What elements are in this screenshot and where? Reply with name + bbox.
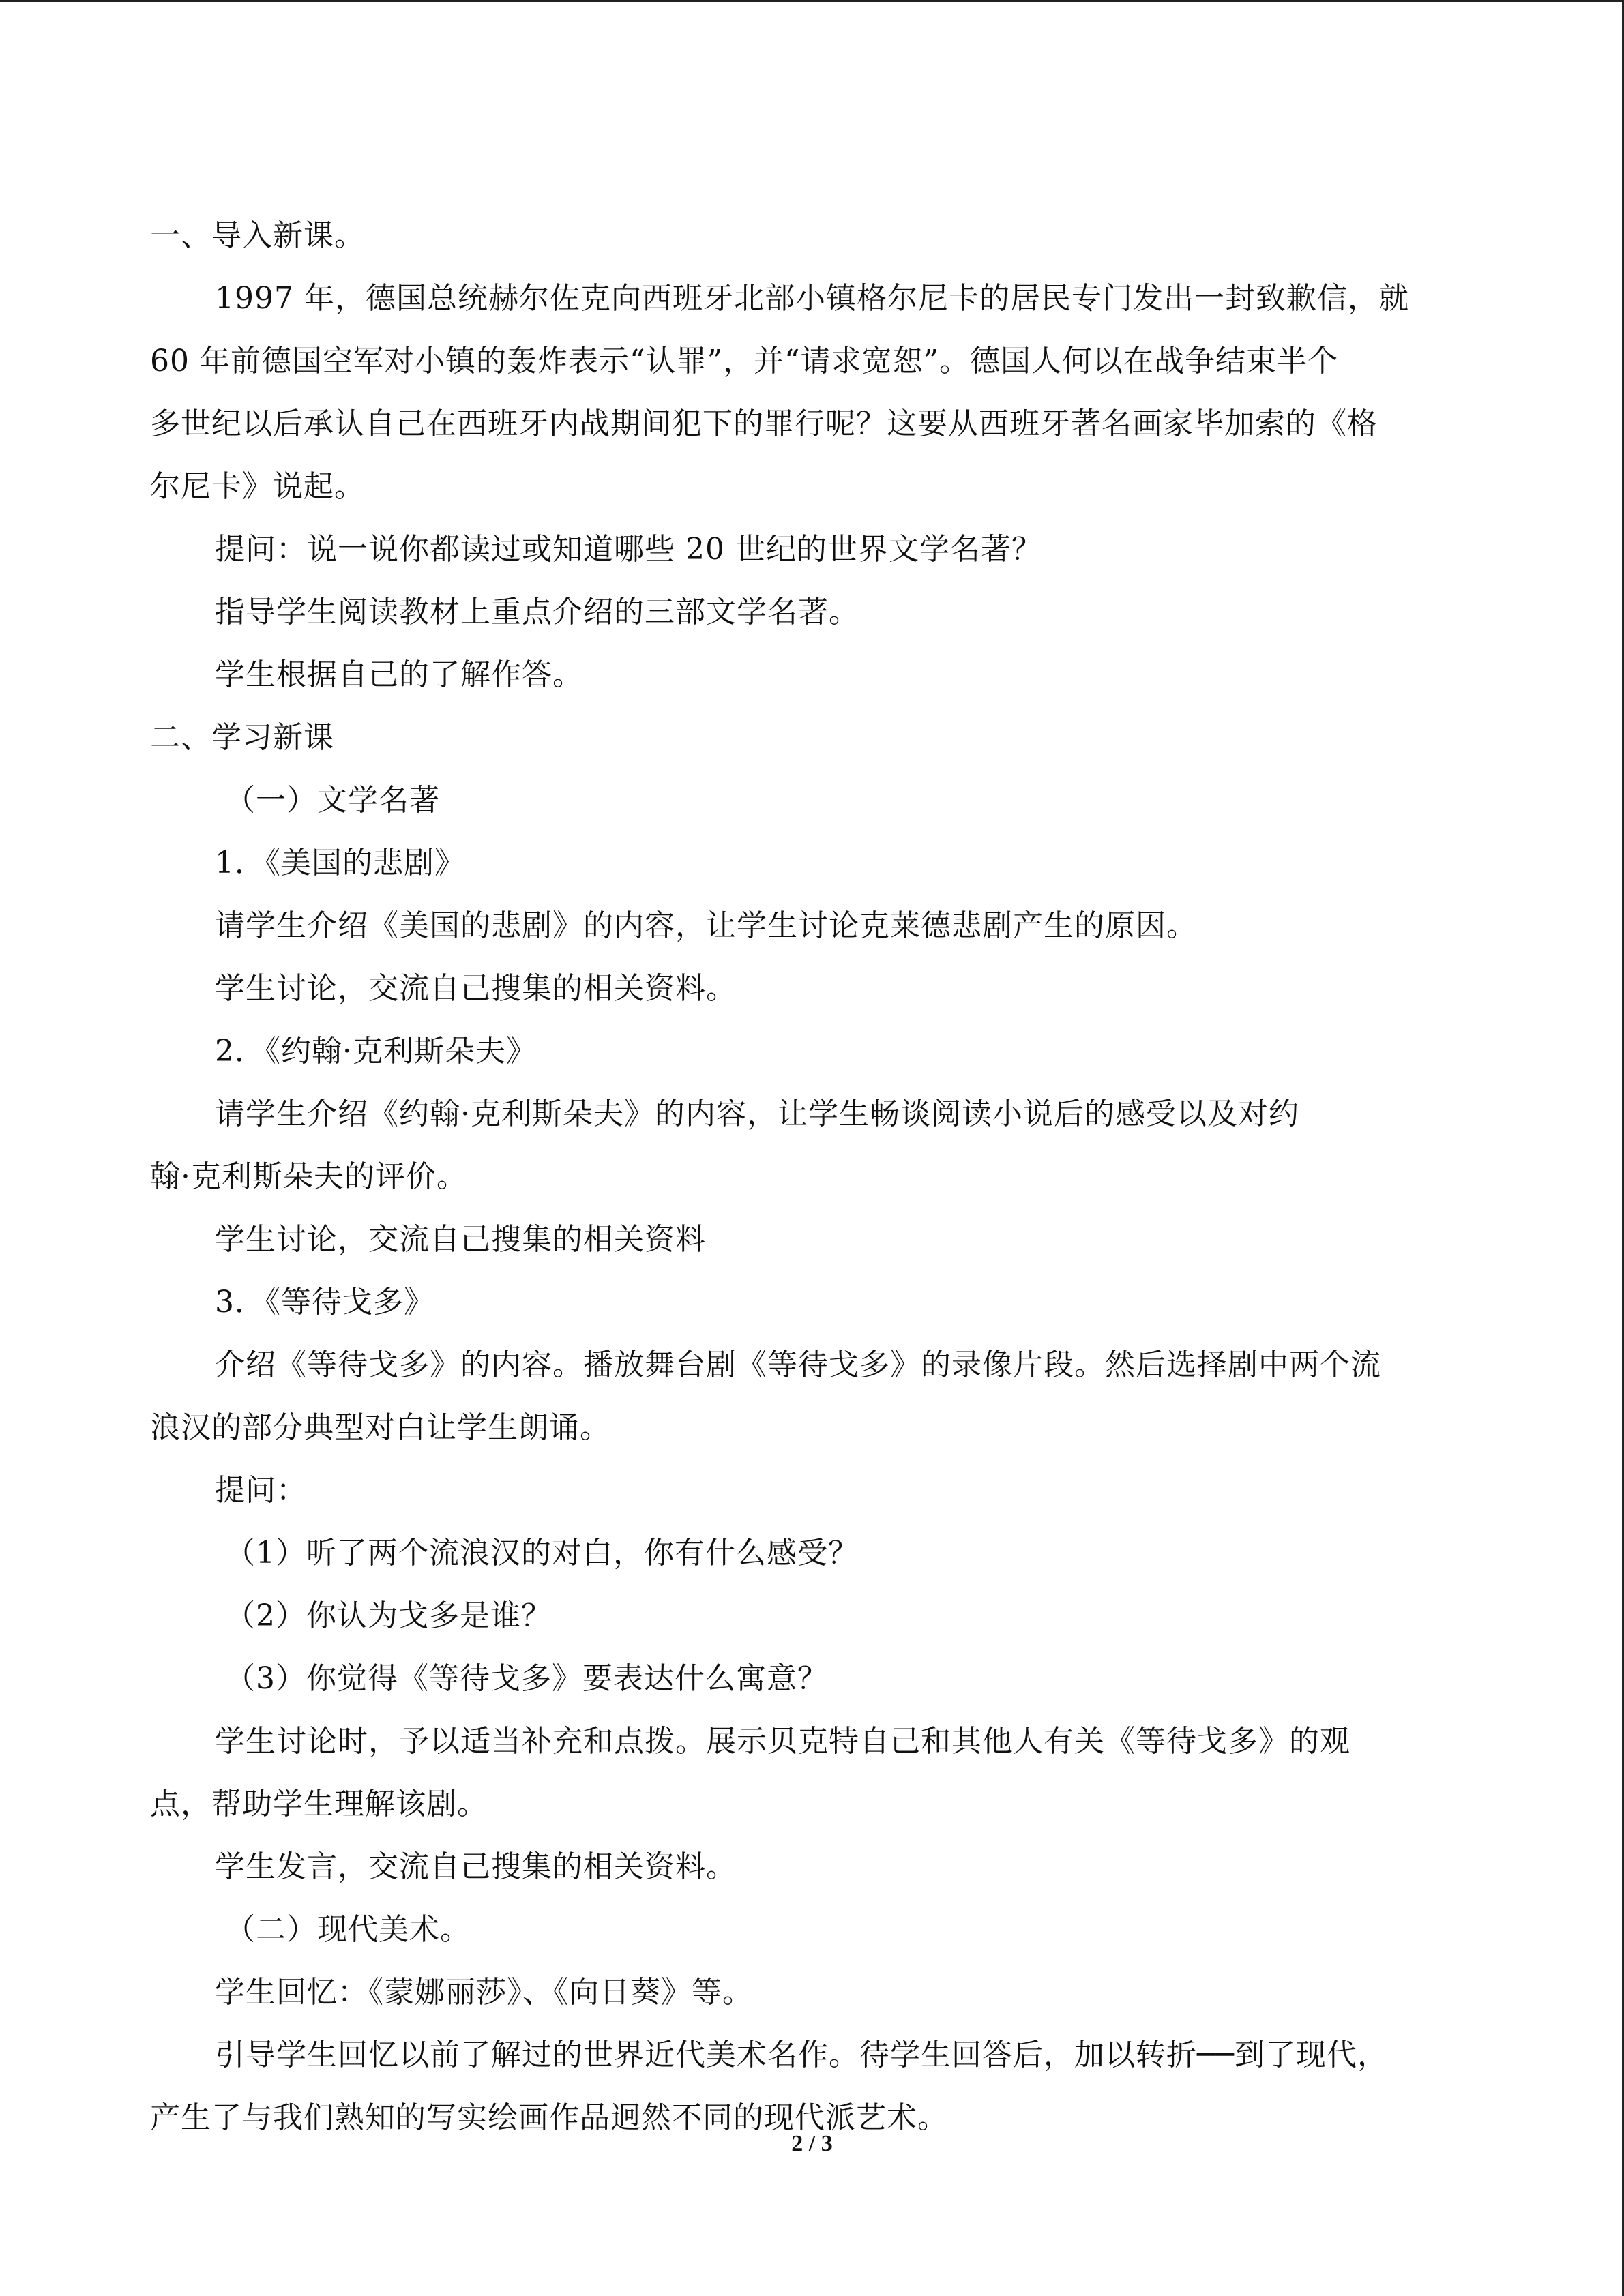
text-line: 二、学习新课 [150, 720, 334, 755]
text-line: 引导学生回忆以前了解过的世界近代美术名作。待学生回答后，加以转折──到了现代， [215, 2038, 1388, 2072]
text-line: 尔尼卡》说起。 [150, 469, 365, 504]
text-line: （2）你认为戈多是谁？ [225, 1598, 552, 1633]
document-body [150, 205, 1487, 2149]
text-line: 提问： [215, 1473, 307, 1508]
text-line: 学生讨论时，予以适当补充和点拨。展示贝克特自己和其他人有关《等待戈多》的观 [215, 1724, 1350, 1759]
text-line: 指导学生阅读教材上重点介绍的三部文学名著。 [215, 595, 859, 629]
text-line: 浪汉的部分典型对白让学生朗诵。 [150, 1410, 610, 1445]
text-line: 产生了与我们熟知的写实绘画作品迥然不同的现代派艺术。 [150, 2100, 948, 2135]
text-line: 一、导入新课。 [150, 218, 365, 253]
text-line: 点，帮助学生理解该剧。 [150, 1787, 488, 1821]
text-line: 提问：说一说你都读过或知道哪些 20 世纪的世界文学名著？ [215, 532, 1042, 567]
text-line: （二）现代美术。 [225, 1912, 471, 1947]
text-line: （3）你觉得《等待戈多》要表达什么寓意？ [225, 1661, 828, 1696]
text-line: 学生发言，交流自己搜集的相关资料。 [215, 1849, 737, 1884]
text-line: 1997 年，德国总统赫尔佐克向西班牙北部小镇格尔尼卡的居民专门发出一封致歉信，就 [215, 281, 1409, 316]
text-line: 学生回忆：《蒙娜丽莎》、《向日葵》等。 [215, 1975, 753, 2010]
page-top-border [0, 0, 1624, 2]
text-line: （一）文学名著 [225, 783, 440, 818]
text-line: 请学生介绍《美国的悲剧》的内容，让学生讨论克莱德悲剧产生的原因。 [215, 908, 1197, 943]
page-number: 2 / 3 [791, 2131, 833, 2156]
text-line: 介绍《等待戈多》的内容。播放舞台剧《等待戈多》的录像片段。然后选择剧中两个流 [215, 1347, 1381, 1382]
text-line: 1．《美国的悲剧》 [215, 846, 465, 880]
text-line: （1）听了两个流浪汉的对白，你有什么感受？ [225, 1536, 859, 1570]
text-line: 学生讨论，交流自己搜集的相关资料。 [215, 971, 737, 1006]
text-line: 2．《约翰·克利斯朵夫》 [215, 1034, 537, 1069]
text-line: 60 年前德国空军对小镇的轰炸表示“认罪”，并“请求宽恕”。德国人何以在战争结束半个 [150, 344, 1338, 378]
text-line: 翰·克利斯朵夫的评价。 [150, 1159, 467, 1194]
text-line: 多世纪以后承认自己在西班牙内战期间犯下的罪行呢？这要从西班牙著名画家毕加索的《格 [150, 406, 1378, 441]
text-line: 3．《等待戈多》 [215, 1285, 434, 1320]
text-line: 学生讨论，交流自己搜集的相关资料 [215, 1222, 706, 1257]
text-line: 学生根据自己的了解作答。 [215, 657, 583, 692]
text-line: 请学生介绍《约翰·克利斯朵夫》的内容，让学生畅谈阅读小说后的感受以及对约 [215, 1097, 1299, 1131]
